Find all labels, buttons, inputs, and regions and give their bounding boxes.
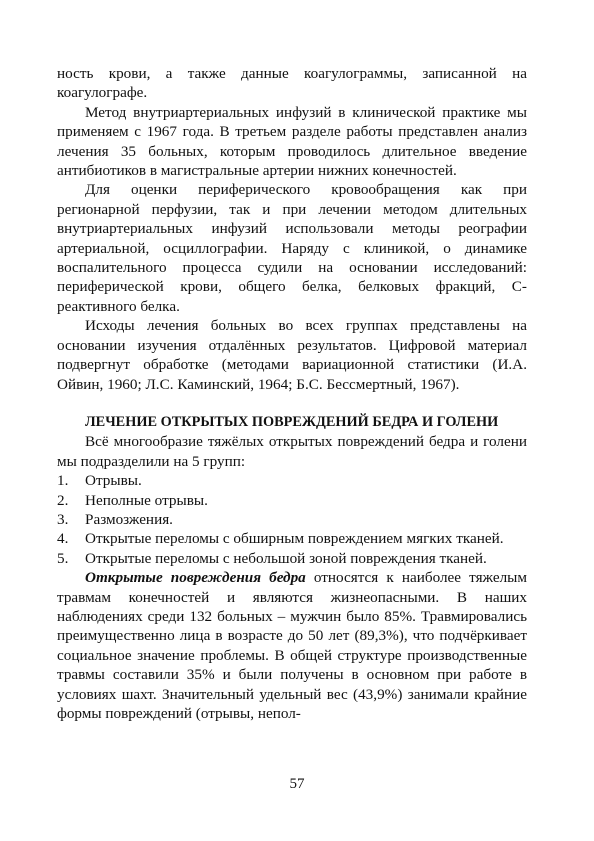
list-item-number: 4. [57, 530, 69, 548]
paragraph-circulation-assessment: Для оценки периферического кровообращения как при регионарной перфузии, так и при лечении методом длительных внутриартериальных инфузий использовали методы реографии артериальной, осциллографии. Наряду с клиникой, о динамике воспалительного процесса судили на основании исследований: периферической крови, общего белка, белковых фракций, С-реактивного белка. [57, 181, 527, 315]
list-item [57, 529, 527, 548]
list-item-number: 2. [57, 491, 69, 509]
list-item-text: Неполные отрывы. [85, 491, 208, 509]
paragraph-thigh-injuries [57, 568, 527, 723]
page-body [57, 64, 527, 723]
list-item-number: 1. [57, 472, 69, 490]
groups-list [57, 471, 527, 568]
list-item-text: Открытые переломы с небольшой зоной повреждения тканей. [85, 549, 487, 567]
list-item [57, 549, 527, 568]
list-item [57, 471, 527, 490]
paragraph-infusion-method: Метод внутриартериальных инфузий в клинической практике мы применяем с 1967 года. В третьем разделе работы представлен анализ лечения 35 больных, которым проводилось длительное введение антибиотиков в магистральные артерии нижних конечностей. [57, 103, 527, 180]
section-heading: ЛЕЧЕНИЕ ОТКРЫТЫХ ПОВРЕЖДЕНИЙ БЕДРА И ГОЛЕНИ [85, 413, 499, 430]
list-item-number: 5. [57, 549, 69, 567]
list-item-text: Размозжения. [85, 510, 173, 528]
list-item [57, 491, 527, 510]
paragraph-groups-intro: Всё многообразие тяжёлых открытых повреждений бедра и голени мы подразделили на 5 групп: [57, 433, 527, 470]
page-number: 57 [289, 776, 305, 792]
list-item-number: 3. [57, 510, 69, 528]
list-item-text: Открытые переломы с обширным повреждением мягких тканей. [85, 530, 504, 548]
paragraph-continuation: ность крови, а также данные коагулограммы, записанной на коагулографе. [57, 65, 527, 102]
list-item [57, 510, 527, 529]
paragraph-text: относятся к наиболее тяжелым травмам конечностей и являются жизнеопасными. В наших наблюдениях среди 132 больных – мужчин было 85%. Травмировались преимущественно лица в возрасте до 50 лет (89,3%), что подчёркивает социальное значение проблемы. В общей структуре производственные травмы составили 35% и были получены в основном при работе в условиях шахт. Значительный удельный вес (43,9%) занимали крайние формы повреждений (отрывы, непол- [57, 569, 527, 722]
emphasized-term: Открытые повреждения бедра [85, 569, 306, 587]
paragraph-outcomes: Исходы лечения больных во всех группах представлены на основании изучения отдалённых результатов. Цифровой материал подвергнут обработке (методами вариационной статистики (И.А. Ойвин, 1960; Л.С. Каминский, 1964; Б.С. Бессмертный, 1967). [57, 317, 527, 393]
list-item-text: Отрывы. [85, 472, 142, 490]
